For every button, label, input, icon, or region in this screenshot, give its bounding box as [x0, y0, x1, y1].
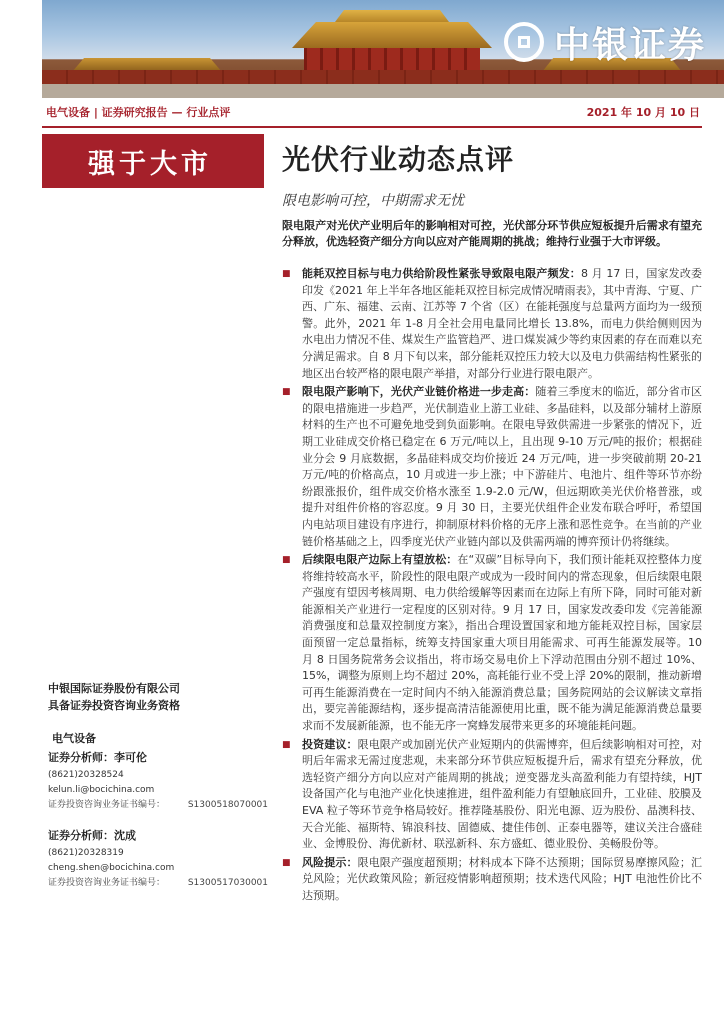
analyst-name: 证券分析师：李可伦: [48, 751, 147, 764]
square-bullet-icon: ■: [282, 269, 291, 279]
square-bullet-icon: ■: [282, 739, 291, 750]
bullet-heading: 风险提示：: [302, 855, 358, 869]
report-info-bar: [42, 98, 702, 128]
square-bullet-icon: ■: [282, 387, 291, 398]
intro-paragraph: 限电限产对光伏产业明后年的影响相对可控，光伏部分环节供应短板提升后需求有望充分释放，优选轻资产细分方向以应对产能周期的挑战；维持行业强于大市评级。: [282, 219, 702, 248]
bullet-heading: 限电限产影响下，光伏产业链价格进一步走高：: [302, 385, 536, 399]
analyst-email[interactable]: kelun.li@bocichina.com: [48, 785, 155, 795]
cert-number: S1300517030001: [187, 878, 268, 888]
company-qualification: 具备证券投资咨询业务资格: [48, 699, 180, 712]
page-subtitle: 限电影响可控，中期需求无忧: [282, 193, 464, 209]
bullet-item: [282, 384, 702, 550]
brand-name: 中银证券: [554, 24, 707, 66]
page-title: 光伏行业动态点评: [282, 143, 515, 176]
company-info: [48, 680, 268, 714]
palace-roof: [292, 22, 492, 48]
sector-label: 电气设备: [52, 732, 96, 745]
bullet-list: [282, 266, 702, 907]
rating-badge: 强于大市: [42, 134, 264, 188]
brand-logo: [504, 12, 724, 72]
cert-label: 证券投资咨询业务证书编号：: [48, 878, 166, 888]
bullet-item: [282, 855, 702, 905]
analyst-card: [48, 826, 268, 891]
bullet-item: [282, 266, 702, 382]
bullet-body: 8 月 17 日，国家发改委印发《2021 年上半年各地区能耗双控目标完成情况晴雨表》，其中青海、宁夏、广西、广东、福建、云南、江苏等 7 个省（区）在能耗强度与总量两方面均为一级预警。此外，2021 年 1-8 月全社会用电量同比增长 13.8%，而电力供给侧则因为水电出力情况不佳、煤炭生产监管趋严、进口煤炭减少等约束因素的存在而难以充分满足需求。自 8 月下旬以来，部分能耗双控压力较大以及电力供需结构性紧张的地区出台较严格的限电限产举措，对部分行业进行限电限产。: [302, 267, 702, 380]
bullet-heading: 能耗双控目标与电力供给阶段性紧张导致限电限产频发：: [302, 267, 581, 280]
bullet-body: 限电限产强度超预期；材料成本下降不达预期；国际贸易摩擦风险；汇兑风险；光伏政策风险；新冠疫情影响超预期；技术迭代风险；HJT 电池性价比不达预期。: [302, 855, 703, 902]
analyst-card: [48, 748, 268, 813]
bullet-body: 限电限产或加剧光伏产业短期内的供需博弈，但后续影响相对可控，对明后年需求无需过度悲观，未来部分环节供应短板提升后，需求有望充分释放，优选轻资产细分方向以应对产能周期的挑战；逆变器龙头高盈利能力有望持续，HJT 设备国产化与电池产业化快速推进，组件盈利能力有望触底回升，工业硅、胶膜及 EVA 粒子等环节竞争格局较好。推荐隆基股份、阳光电源、迈为股份、晶澳科技、天合光能、福斯特、锦浪科技、固德威、捷佳伟创、正泰电器等，建议关注合盛硅业、金博股份、海优新材、联泓新科、东方盛虹、德业股份、美畅股份等。: [302, 737, 703, 851]
cert-number: S1300518070001: [187, 800, 268, 810]
analyst-phone: (8621)20328319: [48, 848, 124, 858]
analyst-phone: (8621)20328524: [48, 770, 124, 780]
header-banner: [42, 0, 724, 98]
company-name: 中银国际证券股份有限公司: [48, 682, 180, 695]
square-bullet-icon: ■: [282, 555, 291, 566]
analyst-cert: [48, 876, 268, 891]
bullet-item: [282, 552, 702, 735]
bullet-body: 在“双碳”目标导向下，我们预计能耗双控整体力度将维持较高水平，阶段性的限电限产或成为一段时间内的常态现象，但后续限电限产强度有望因考核周期、电力供给缓解等因素而在边际上有所下降，同时可能对新能源相关产业进行一定程度的区别对待。9 月 17 日，国家发改委印发《完善能源消费强度和总量双控制度方案》，指出合理设置国家和地方能耗双控目标，国家层面预留一定总量指标，统筹支持国家重大项目用能需求、可再生能源发展等。10 月 8 日国务院常务会议指出，将市场交易电价上下浮动范围由分别不超过 10%、15%，调整为原则上均不超过 20%，高耗能行业不受上浮 20%的限制，推动新增可再生能源消费在一定时间内不纳入能源消费总量；国务院网站的会议解读文章指出，要完善能源结构，逐步提高清洁能源使用比重，既不能为满足能源消费总量要求而不发展新能源，也不能无序一窝蜂发展带来更多的环境能耗问题。: [302, 553, 702, 733]
bullet-heading: 后续限电限产边际上有望放松：: [302, 553, 458, 567]
bullet-item: [282, 737, 702, 853]
analyst-email[interactable]: cheng.shen@bocichina.com: [48, 863, 175, 873]
bullet-heading: 投资建议：: [302, 737, 358, 751]
palace-terrace: [42, 84, 724, 98]
palace-hall: [304, 48, 480, 70]
report-category: 电气设备 | 证券研究报告 — 行业点评: [46, 106, 231, 119]
boc-logo-icon: [504, 22, 544, 62]
report-date: 2021 年 10 月 10 日: [586, 106, 700, 119]
bullet-body: 随着三季度末的临近，部分省市区的限电措施进一步趋严，光伏制造业上游工业硅、多晶硅料，以及部分辅材上游原材料的生产也不可避免地受到负面影响。在限电导致供需进一步紧张的情况下，近期工业硅成交价格已稳定在 6 万元/吨以上，且出现 9-10 万元/吨的报价；根据硅业分会 9 月底数据，多晶硅料成交均价接近 24 万元/吨，进一步突破前期 20-21 万元/吨的价格高点，10 月或进一步上涨；中下游硅片、电池片、组件等环节亦纷纷跟涨报价，组件成交价格水涨至 1.9-2.0 元/W，但远期欧美光伏价格普涨，或提升对组件价格的容忍度。9 月 30 日，主要光伏组件企业发布联合呼吁，希望国内电站项目建设有序进行，抑制原材料价格的无序上涨和恶性竞争。在当前的产业链价格基础之上，四季度光伏产业链内部以及供需两端的博弈预计仍将继续。: [302, 385, 703, 548]
square-bullet-icon: ■: [282, 857, 291, 868]
analyst-cert: [48, 798, 268, 813]
cert-label: 证券投资咨询业务证书编号：: [48, 800, 166, 810]
analyst-name: 证券分析师：沈成: [48, 829, 136, 842]
